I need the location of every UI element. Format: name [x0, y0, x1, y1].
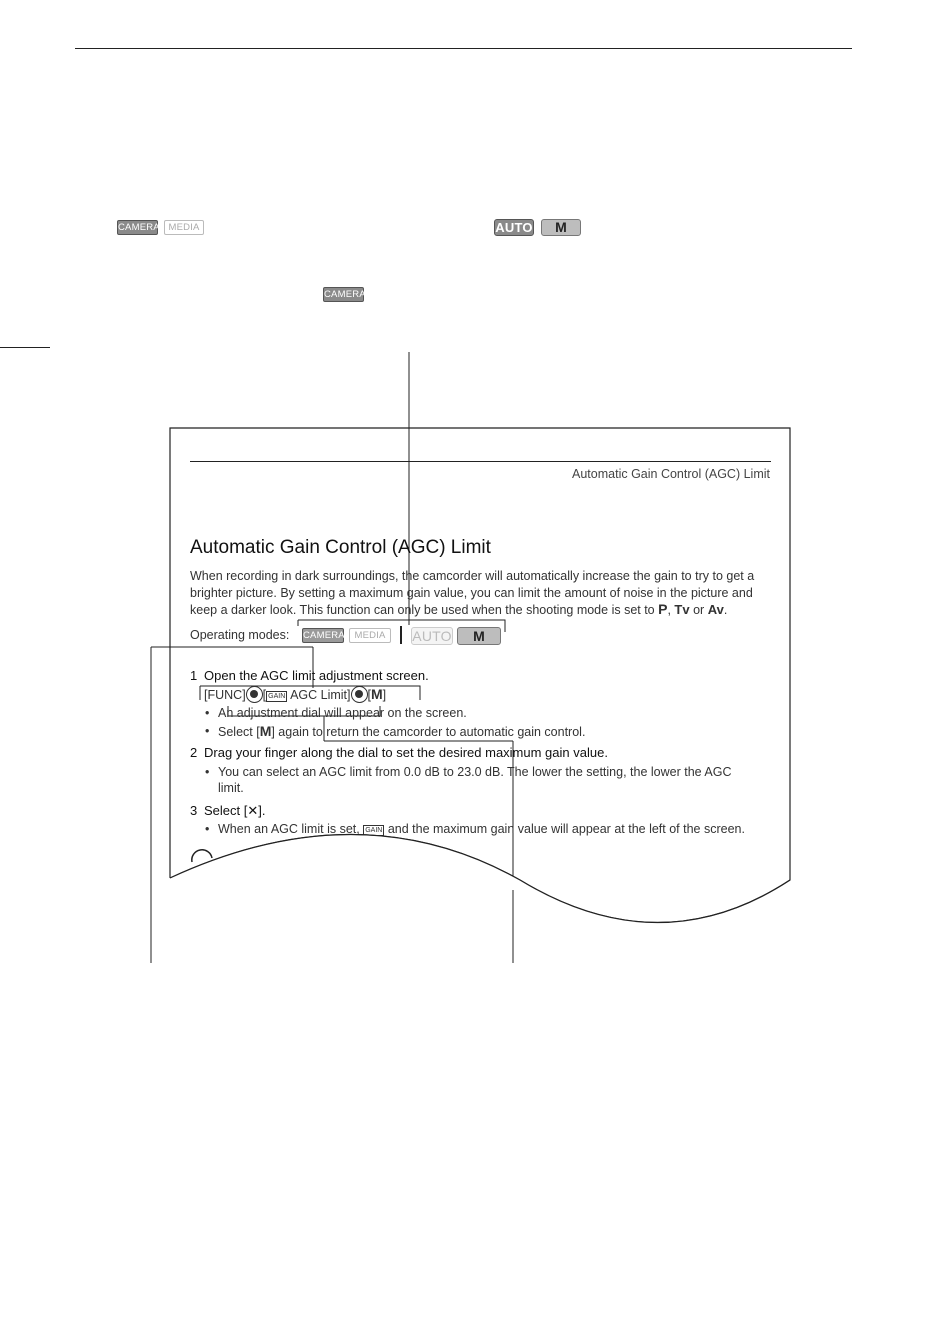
step-1-bullet-1: • An adjustment dial will appear on the screen.	[218, 705, 467, 721]
camera-mode-badge: CAMERA	[118, 222, 160, 233]
gain-icon-2: GAIN	[365, 827, 383, 834]
step-1-bullet-2-a: Select [	[218, 725, 260, 739]
mode-tv: Tv	[674, 602, 690, 617]
step-1-bullet-2-m: M	[259, 723, 272, 739]
intro-line-3: keep a darker look. This function can only be used when the shooting mode is set to P, Tv or Av.	[190, 601, 728, 617]
mode-av: Av	[707, 602, 724, 617]
close-icon: ✕	[247, 803, 259, 818]
mode-or: or	[693, 603, 705, 617]
step-1-bullet-2-b: ] again to return the camcorder to automatic gain control.	[271, 725, 586, 739]
manual-mode-badge: M	[541, 219, 581, 236]
step-3-bullet-b: and the maximum gain value will appear at the left of the screen.	[387, 822, 745, 836]
step-2-bullet-1: • You can select an AGC limit from 0.0 dB to 23.0 dB. The lower the setting, the lower the AGC	[218, 764, 731, 780]
sample-camera-badge: CAMERA	[303, 630, 345, 641]
mode-p: P	[658, 601, 668, 617]
intro-line-3-text: keep a darker look. This function can only be used when the shooting mode is set to	[190, 603, 655, 617]
manual-label: M	[371, 686, 383, 702]
intro-line-1: When recording in dark surroundings, the camcorder will automatically increase the gain to try to get a	[190, 569, 755, 583]
sample-running-header: Automatic Gain Control (AGC) Limit	[572, 467, 770, 481]
step-2-text: Drag your finger along the dial to set the desired maximum gain value.	[204, 745, 608, 760]
sample-title: Automatic Gain Control (AGC) Limit	[190, 537, 491, 558]
gain-icon: GAIN	[268, 693, 286, 700]
step-2-number: 2	[190, 745, 198, 760]
operating-modes-label: Operating modes:	[190, 628, 290, 642]
func-label: [FUNC]	[204, 688, 246, 702]
sample-media-badge: MEDIA	[349, 628, 391, 643]
camera-mode-badge-2: CAMERA	[324, 289, 366, 300]
step-1-number: 1	[190, 668, 198, 683]
step-3-number: 3	[190, 803, 198, 818]
step-1-path: [FUNC] [ GAIN AGC Limit] [M]	[204, 686, 387, 702]
sample-auto-badge: AUTO	[412, 628, 452, 644]
step-1-text: Open the AGC limit adjustment screen.	[204, 668, 429, 683]
step-3-a: Select [	[204, 803, 248, 818]
auto-mode-badge: AUTO	[495, 220, 533, 235]
step-3-b: ].	[258, 803, 266, 818]
step-2-bullet-1-cont: limit.	[218, 781, 244, 795]
agc-limit-label: AGC Limit]	[290, 688, 351, 702]
media-mode-badge: MEDIA	[164, 220, 204, 235]
step-3-bullet-a: When an AGC limit is set,	[218, 822, 360, 836]
intro-line-2: brighter picture. By setting a maximum gain value, you can limit the amount of noise in the picture and	[190, 586, 753, 600]
sample-m-badge: M	[457, 627, 501, 645]
